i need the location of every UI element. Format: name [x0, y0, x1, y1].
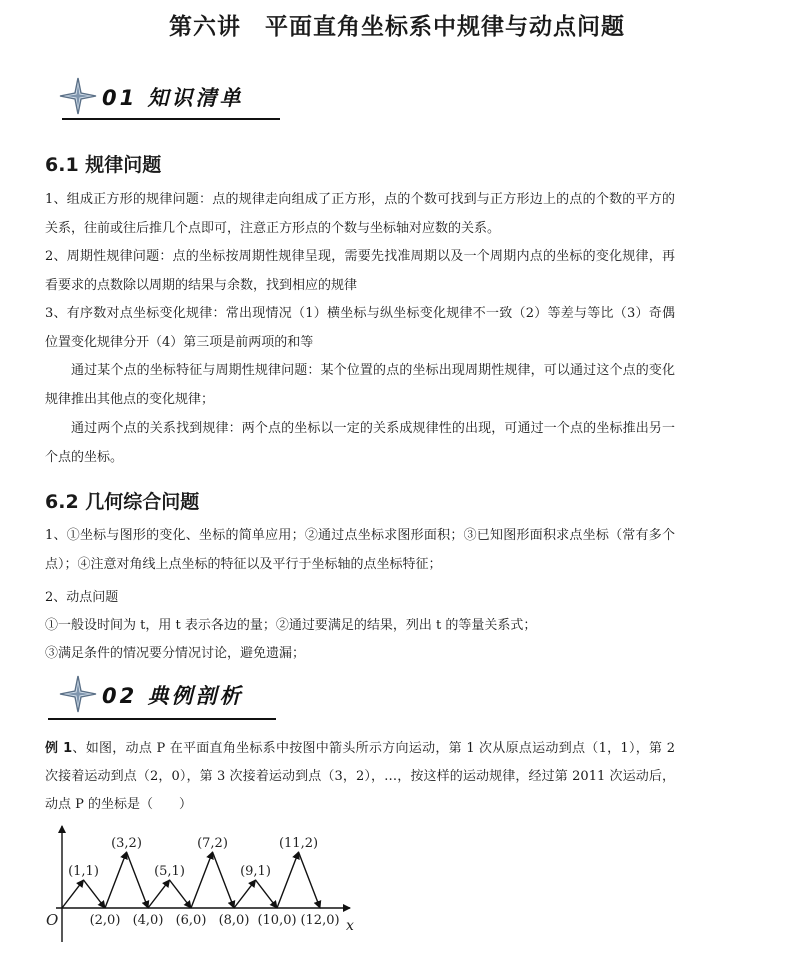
section-heading-6-1: 6.1 规律问题: [45, 154, 162, 176]
four-point-star-icon: [58, 674, 98, 714]
section-banner-knowledge: [58, 76, 288, 126]
paragraph-3: 3、有序数对点坐标变化规律：常出现情况（1）横坐标与纵坐标变化规律不一致（2）等差与等比（3）奇偶位置变化规律分开（4）第三项是前两项的和等: [45, 306, 675, 350]
paragraph-9: ③满足条件的情况要分情况讨论，避免遗漏；: [45, 646, 306, 661]
example-body: 、如图，动点 P 在平面直角坐标系中按图中箭头所示方向运动，第 1 次从原点运动到点（1，1），第 2 次接着运动到点（2，0），第 3 次接着运动到点（3，2），…，按这样的运动规律，经过第 2011 次运动后，动点 P 的坐标是（ ）: [45, 741, 675, 812]
path-segment: [256, 880, 278, 908]
point-label: (8,0): [218, 913, 250, 928]
banner-underline: [48, 718, 276, 720]
banner-title: 02 典例剖析: [102, 684, 244, 708]
point-label: (11,2): [278, 836, 319, 851]
section-heading-6-2: 6.2 几何综合问题: [45, 491, 200, 513]
page-title: 第六讲 平面直角坐标系中规律与动点问题: [169, 14, 625, 40]
paragraph-4: 通过某个点的坐标特征与周期性规律问题：某个位置的点的坐标出现周期性规律，可以通过这个点的变化规律推出其他点的变化规律；: [45, 363, 675, 407]
motion-path-figure: [40, 822, 370, 947]
path-segment: [84, 880, 106, 908]
paragraph-5: 通过两个点的关系找到规律：两个点的坐标以一定的关系成规律性的出现，可通过一个点的坐标推出另一个点的坐标。: [45, 421, 675, 465]
path-segment: [299, 852, 321, 908]
path-segment: [234, 880, 256, 908]
point-label: (9,1): [240, 864, 271, 879]
example-1-text: [45, 735, 675, 819]
path-segment: [170, 880, 192, 908]
example-label: 例 1: [45, 741, 73, 756]
paragraph-1: 1、组成正方形的规律问题：点的规律走向组成了正方形，点的个数可找到与正方形边上的点的个数的平方的关系，往前或往后推几个点即可，注意正方形点的个数与坐标轴对应数的关系。: [45, 192, 675, 236]
paragraph-7: 2、动点问题: [45, 590, 119, 605]
point-label: (12,0): [300, 913, 340, 928]
point-labels: [68, 836, 339, 928]
path-segment: [277, 852, 299, 908]
paragraph-2: 2、周期性规律问题：点的坐标按周期性规律呈现，需要先找准周期以及一个周期内点的坐标的变化规律，再看要求的点数除以周期的结果与余数，找到相应的规律: [45, 249, 675, 293]
paragraph-6: 1、①坐标与图形的变化、坐标的简单应用；②通过点坐标求图形面积；③已知图形面积求点坐标（常有多个点）；④注意对角线上点坐标的特征以及平行于坐标轴的点坐标特征；: [45, 528, 675, 572]
paragraph-8: ①一般设时间为 t，用 t 表示各边的量；②通过要满足的结果，列出 t 的等量关系式；: [45, 618, 537, 633]
section-banner-examples: [58, 674, 298, 724]
point-label: (1,1): [68, 864, 99, 879]
path-segment: [62, 880, 84, 908]
path-segment: [105, 852, 127, 908]
point-label: (2,0): [89, 913, 121, 928]
point-label: (4,0): [132, 913, 164, 928]
path-segments: [62, 852, 320, 908]
banner-title: 01 知识清单: [102, 86, 244, 110]
point-label: (3,2): [111, 836, 142, 851]
path-segment: [191, 852, 213, 908]
path-segment: [127, 852, 149, 908]
four-point-star-icon: [58, 76, 98, 116]
x-axis-label: x: [346, 918, 354, 934]
point-label: (10,0): [257, 913, 297, 928]
banner-underline: [62, 118, 280, 120]
point-label: (6,0): [175, 913, 207, 928]
origin-label: O: [46, 911, 59, 929]
point-label: (7,2): [197, 836, 228, 851]
path-segment: [213, 852, 235, 908]
path-segment: [148, 880, 170, 908]
point-label: (5,1): [154, 864, 185, 879]
